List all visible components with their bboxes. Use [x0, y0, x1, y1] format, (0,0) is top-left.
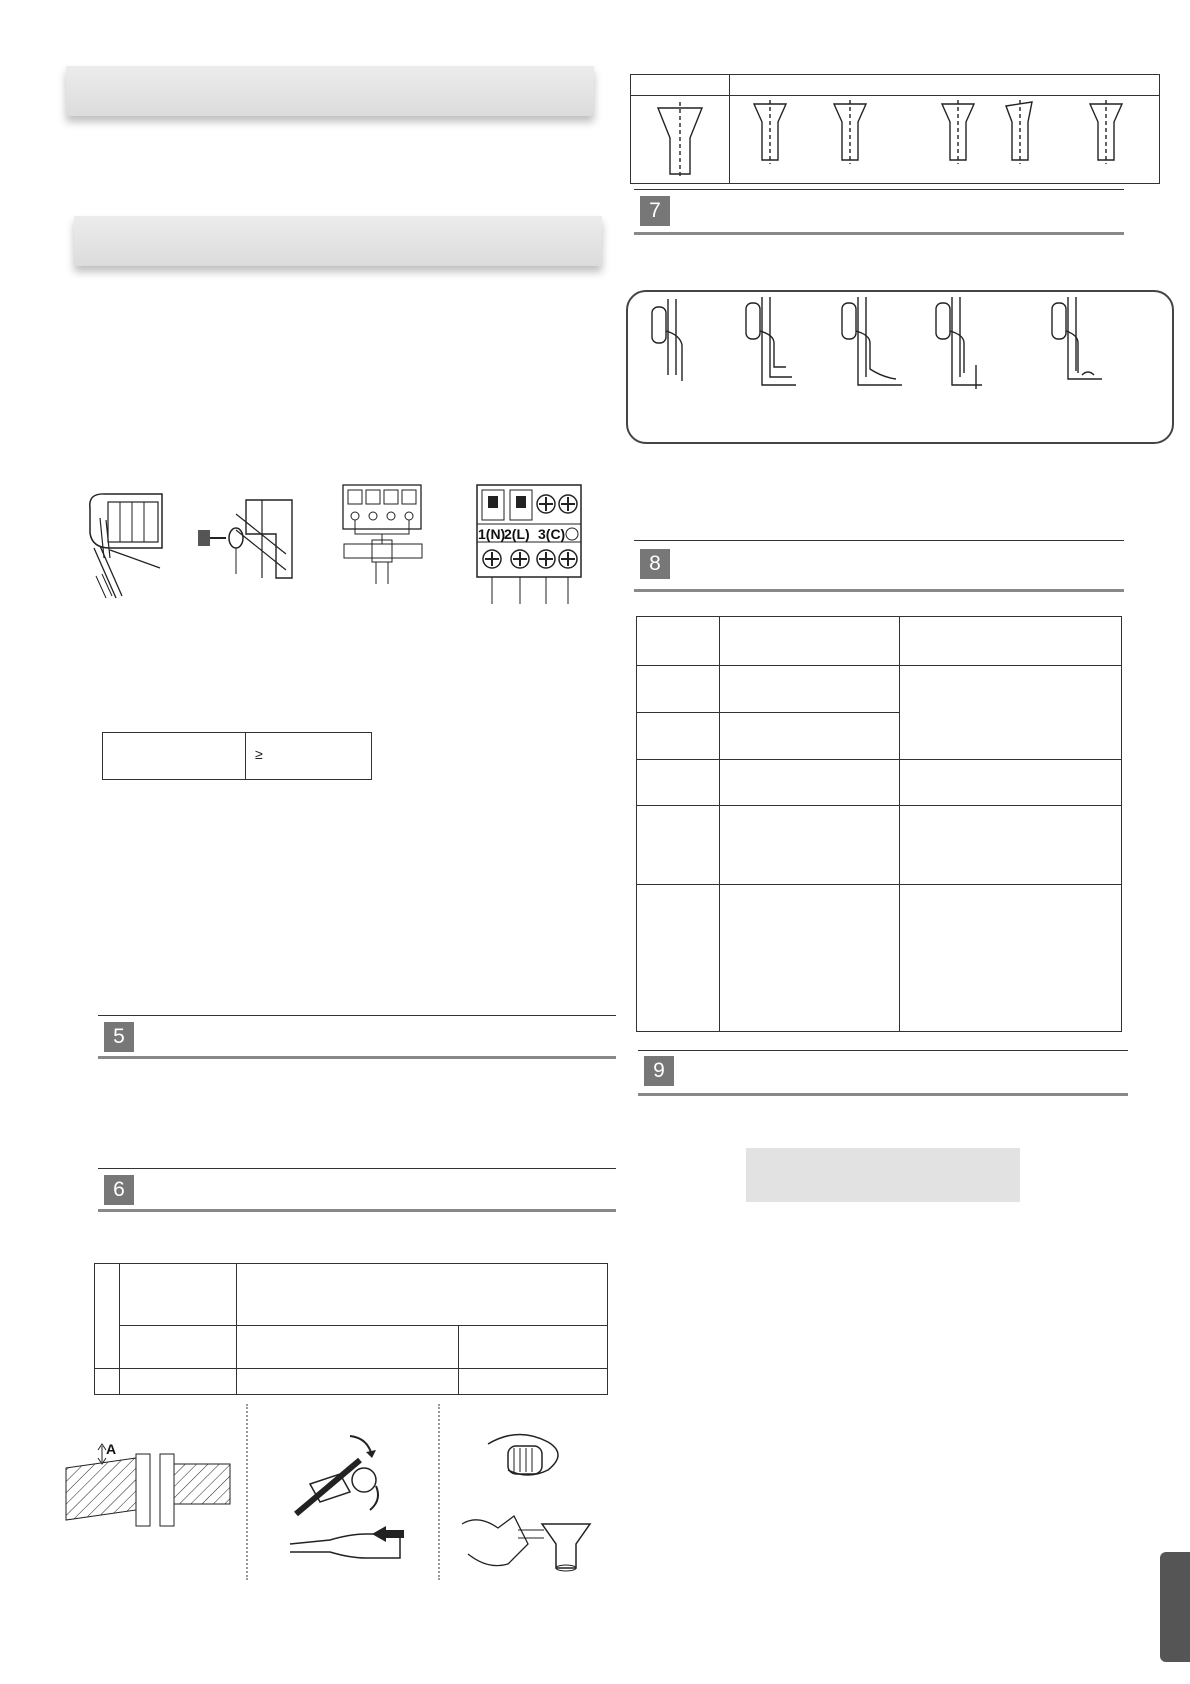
heading-bar-2	[74, 216, 602, 266]
ground-screw-icon	[196, 494, 300, 584]
drain-hose-icon	[650, 295, 1130, 405]
section-7-number: 7	[640, 196, 670, 226]
section-9-header	[638, 1050, 1128, 1096]
section-9-number: 9	[644, 1056, 674, 1086]
section-8-number: 8	[640, 549, 670, 579]
dotted-divider-2	[438, 1404, 440, 1580]
check-table	[636, 616, 1122, 1032]
electronic-box-icon	[80, 488, 170, 603]
terminal-label-1: 1(N)	[478, 526, 506, 542]
section-8-header	[634, 540, 1124, 592]
section-6-number: 6	[104, 1175, 134, 1205]
terminal-block-icon	[476, 484, 582, 604]
spec-table-symbol: ≥	[255, 746, 263, 762]
flare-table	[94, 1263, 608, 1395]
pipe-cutter-icon	[290, 1430, 410, 1570]
wiring-clamp-icon	[342, 484, 424, 584]
note-box	[746, 1148, 1020, 1202]
section-6-header	[98, 1168, 616, 1212]
flare-pipe-icon	[62, 1440, 232, 1526]
section-7-header	[634, 189, 1124, 235]
spec-table-divider	[245, 733, 246, 779]
terminal-label-3: 3(C)	[538, 526, 566, 542]
dotted-divider-1	[246, 1404, 248, 1580]
section-5-header	[98, 1015, 616, 1059]
flare-dimension-label: A	[106, 1441, 117, 1457]
flare-tool-icon	[458, 1424, 600, 1574]
section-5-number: 5	[104, 1022, 134, 1052]
page-side-tab	[1160, 1552, 1190, 1662]
terminal-label-2: 2(L)	[504, 526, 530, 542]
flare-variants-icon	[650, 98, 1150, 180]
heading-bar-1	[66, 66, 594, 116]
spec-table	[102, 732, 372, 780]
